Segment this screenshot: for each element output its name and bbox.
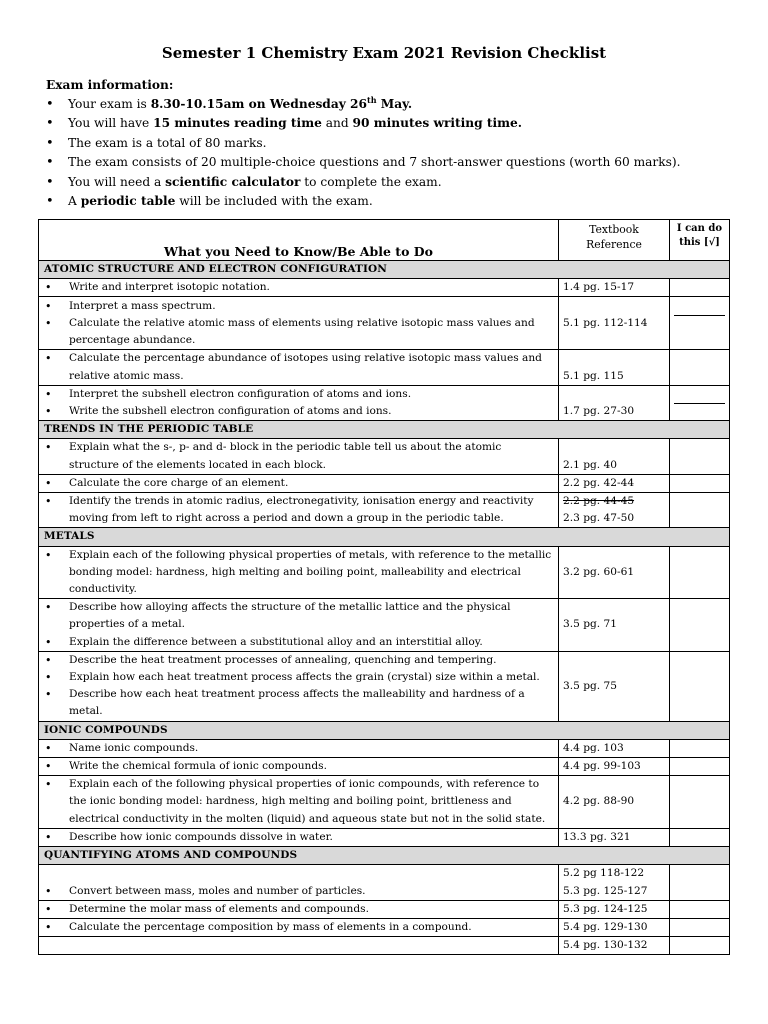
table-row: [39, 350, 730, 385]
task-cell: [39, 865, 559, 900]
reference-cell: 5.1 pg. 115: [559, 350, 670, 385]
task-cell: [39, 651, 559, 721]
task-item: • Describe how each heat treatment process affects the malleability and hardness of a metal.: [43, 686, 554, 720]
task-item: • Describe how ionic compounds dissolve in water.: [43, 829, 554, 846]
header-ref-line: Reference: [586, 238, 642, 251]
checkbox-cell[interactable]: [670, 439, 730, 474]
task-cell: [39, 439, 559, 474]
task-item: • Calculate the core charge of an element.: [43, 475, 554, 492]
checkbox-cell[interactable]: [670, 350, 730, 385]
reference-cell: 5.3 pg. 124-125: [559, 900, 670, 918]
exam-time: 8.30-10.15am on Wednesday 26: [150, 97, 368, 111]
table-row: [39, 474, 730, 492]
task-cell: [39, 828, 559, 846]
exam-info-item: [46, 192, 736, 211]
reference-cell: 3.5 pg. 75: [559, 651, 670, 721]
text: will be included with the exam.: [175, 193, 373, 208]
header-can-line: this [√]: [679, 237, 720, 248]
section-heading: IONIC COMPOUNDS: [39, 721, 730, 739]
header-i-can-do-this: [670, 220, 730, 261]
table-row: [39, 279, 730, 297]
header-textbook-reference: [559, 220, 670, 261]
reference-cell: 5.4 pg. 130-132: [559, 937, 670, 955]
checkbox-cell[interactable]: [670, 599, 730, 652]
task-cell: [39, 776, 559, 829]
exam-info-item: [46, 95, 736, 114]
section-row: [39, 721, 730, 739]
reference-cell: [559, 865, 670, 900]
checkbox-cell[interactable]: [670, 758, 730, 776]
reference-cell: 3.2 pg. 60-61: [559, 546, 670, 599]
exam-info-heading: Exam information:: [46, 78, 174, 92]
task-item: • Convert between mass, moles and number of particles.: [43, 883, 554, 900]
section-row: [39, 421, 730, 439]
table-row: [39, 776, 730, 829]
section-heading: QUANTIFYING ATOMS AND COMPOUNDS: [39, 847, 730, 865]
task-cell: [39, 350, 559, 385]
revision-checklist-table: [38, 219, 730, 955]
checkbox-cell[interactable]: [670, 739, 730, 757]
reference-cell: 4.4 pg. 103: [559, 739, 670, 757]
table-row: [39, 439, 730, 474]
task-item: • Interpret the subshell electron configuration of atoms and ions.: [43, 386, 554, 403]
exam-month: May.: [376, 97, 413, 111]
table-row: [39, 651, 730, 721]
task-cell: [39, 385, 559, 420]
reference-cell: 2.1 pg. 40: [559, 439, 670, 474]
task-cell: [39, 279, 559, 297]
text: A: [68, 193, 81, 208]
table-row: [39, 900, 730, 918]
table-row: [39, 865, 730, 900]
reference-line: 2.3 pg. 47-50: [563, 512, 635, 525]
text: The exam consists of 20 multiple-choice questions and 7 short-answer questions (worth 60 marks).: [68, 155, 681, 170]
task-cell: [39, 937, 559, 955]
checkbox-cell[interactable]: [670, 279, 730, 297]
text: You will have: [68, 116, 154, 131]
exam-info-list: [46, 95, 736, 211]
checkbox-cell[interactable]: [670, 297, 730, 350]
page-title: Semester 1 Chemistry Exam 2021 Revision Checklist: [161, 44, 607, 62]
task-cell: [39, 599, 559, 652]
text: The exam is a total of 80 marks.: [68, 135, 267, 150]
header-can-line: I can do: [676, 223, 723, 234]
reference-line: 5.3 pg. 125-127: [563, 884, 648, 897]
header-ref-line: Textbook: [589, 223, 639, 236]
checkbox-cell[interactable]: [670, 493, 730, 528]
reference-cell: [559, 493, 670, 528]
text: to complete the exam.: [300, 174, 442, 189]
table-header-row: [39, 220, 730, 261]
text: and: [321, 116, 353, 131]
periodic-table-note: periodic table: [80, 193, 176, 208]
task-item: • Explain each of the following physical properties of metals, with reference to the metallic bonding model: hardness, high melting and boiling point, malleability and electrical conductivity.: [43, 547, 554, 599]
text: You will need a: [68, 174, 166, 189]
task-item: • Write the subshell electron configuration of atoms and ions.: [43, 403, 554, 420]
checkbox-cell[interactable]: [670, 474, 730, 492]
task-item: • Explain the difference between a substitutional alloy and an interstitial alloy.: [43, 634, 554, 651]
task-cell: [39, 918, 559, 936]
reference-cell: 3.5 pg. 71: [559, 599, 670, 652]
writing-time: 90 minutes writing time.: [352, 116, 523, 131]
exam-info-item: [46, 134, 736, 153]
table-row: [39, 739, 730, 757]
table-row: [39, 493, 730, 528]
task-cell: [39, 758, 559, 776]
checkbox-cell[interactable]: [670, 900, 730, 918]
task-item: • Calculate the percentage composition by mass of elements in a compound.: [43, 919, 554, 936]
reference-cell: 1.7 pg. 27-30: [559, 385, 670, 420]
reference-cell: 4.4 pg. 99-103: [559, 758, 670, 776]
section-heading: ATOMIC STRUCTURE AND ELECTRON CONFIGURATION: [39, 261, 730, 279]
task-cell: [39, 297, 559, 350]
table-row: [39, 937, 730, 955]
reference-cell: 1.4 pg. 15-17: [559, 279, 670, 297]
section-heading: METALS: [39, 528, 730, 546]
task-item: • Determine the molar mass of elements and compounds.: [43, 901, 554, 918]
checkbox-cell[interactable]: [670, 937, 730, 955]
reference-cell: 4.2 pg. 88-90: [559, 776, 670, 829]
table-row: [39, 828, 730, 846]
task-item: • Calculate the relative atomic mass of elements using relative isotopic mass values and percentage abundance.: [43, 315, 554, 349]
checkbox-cell[interactable]: [670, 828, 730, 846]
section-row: [39, 261, 730, 279]
section-row: [39, 847, 730, 865]
reference-cell: 5.1 pg. 112-114: [559, 297, 670, 350]
task-cell: [39, 546, 559, 599]
task-item: • Describe how alloying affects the structure of the metallic lattice and the physical properties of a metal.: [43, 599, 554, 633]
task-cell: [39, 900, 559, 918]
task-item: • Explain how each heat treatment process affects the grain (crystal) size within a metal.: [43, 669, 554, 686]
reference-cell: 2.2 pg. 42-44: [559, 474, 670, 492]
table-row: [39, 546, 730, 599]
table-row: [39, 297, 730, 350]
task-cell: [39, 493, 559, 528]
task-item: • Write the chemical formula of ionic compounds.: [43, 758, 554, 775]
text: Your exam is: [68, 97, 151, 111]
section-heading: TRENDS IN THE PERIODIC TABLE: [39, 421, 730, 439]
task-item: • Calculate the percentage abundance of isotopes using relative isotopic mass values and relative atomic mass.: [43, 350, 554, 384]
table-row: [39, 385, 730, 420]
exam-info-item: [46, 114, 736, 133]
reference-line: 2.2 pg. 44-45: [563, 495, 635, 508]
header-what-you-need: What you Need to Know/Be Able to Do: [39, 220, 559, 261]
checkbox-cell[interactable]: [670, 546, 730, 599]
task-item: • Explain what the s-, p- and d- block in the periodic table tell us about the atomic structure of the elements located in each block.: [43, 439, 554, 473]
task-item: • Identify the trends in atomic radius, electronegativity, ionisation energy and reactivity moving from left to right across a period and down a group in the periodic table.: [43, 493, 554, 527]
checkbox-cell[interactable]: [670, 776, 730, 829]
task-item: • Write and interpret isotopic notation.: [43, 279, 554, 296]
reference-cell: 5.4 pg. 129-130: [559, 918, 670, 936]
checkbox-cell[interactable]: [670, 918, 730, 936]
task-item: • Interpret a mass spectrum.: [43, 298, 554, 315]
task-cell: [39, 739, 559, 757]
checkbox-cell[interactable]: [670, 651, 730, 721]
calculator-note: scientific calculator: [165, 174, 301, 189]
exam-info-item: [46, 173, 736, 192]
task-item: • Name ionic compounds.: [43, 740, 554, 757]
task-item: • Describe the heat treatment processes of annealing, quenching and tempering.: [43, 652, 554, 669]
reference-line: 5.2 pg 118-122: [563, 867, 645, 880]
checkbox-cell[interactable]: [670, 385, 730, 420]
exam-information: [46, 76, 736, 211]
checkbox-cell[interactable]: [670, 865, 730, 900]
table-row: [39, 599, 730, 652]
section-row: [39, 528, 730, 546]
exam-info-item: [46, 153, 736, 172]
table-row: [39, 758, 730, 776]
table-row: [39, 918, 730, 936]
ordinal-suffix: th: [367, 94, 377, 105]
reference-cell: 13.3 pg. 321: [559, 828, 670, 846]
task-item: • Explain each of the following physical properties of ionic compounds, with reference to the ionic bonding model: hardness, high melting and boiling point, brittleness and electrical conductivity in the molten (liquid) and aqueous state but not in the solid state.: [43, 776, 554, 828]
task-cell: [39, 474, 559, 492]
reading-time: 15 minutes reading time: [153, 116, 322, 131]
